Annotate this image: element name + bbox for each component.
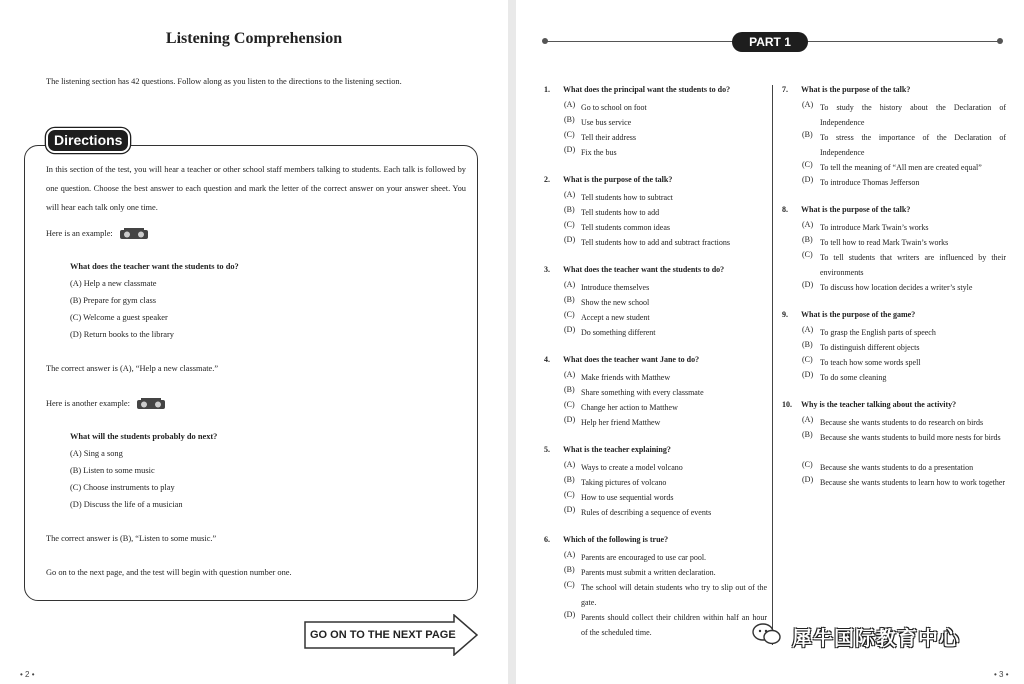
option-text: Because she wants students to learn how to work together <box>820 478 1006 487</box>
option-letter: (C) <box>802 160 813 169</box>
question-text: Which of the following is true? <box>563 535 669 544</box>
option-letter: (C) <box>564 130 575 139</box>
option-letter: (A) <box>802 220 814 229</box>
watermark-text: 犀牛国际教育中心 <box>792 626 960 650</box>
option-text: Tell students how to add and subtract fractions <box>581 238 730 247</box>
option-letter: (C) <box>564 490 575 499</box>
option-text: Because she wants students to build more nests for birds <box>820 433 1001 442</box>
option-text: Show the new school <box>581 298 650 307</box>
question-text: What does the teacher want the students to do? <box>563 265 725 274</box>
example2-question: What will the students probably do next? <box>70 432 218 441</box>
example1-option: (A) Help a new classmate <box>70 279 157 288</box>
example1-question: What does the teacher want the students to do? <box>70 262 239 271</box>
option-letter: (B) <box>564 115 575 124</box>
directions-tab: Directions <box>46 128 130 153</box>
question-text: What does the teacher want Jane to do? <box>563 355 700 364</box>
page-title: Listening Comprehension <box>165 30 343 47</box>
question-number: 5. <box>544 445 550 454</box>
question-number: 7. <box>782 85 788 94</box>
option-letter: (A) <box>564 280 576 289</box>
option-letter: (D) <box>564 145 576 154</box>
option-letter: (B) <box>564 205 575 214</box>
left-page <box>0 0 508 684</box>
question-number: 10. <box>782 400 792 409</box>
option-text: To grasp the English parts of speech <box>820 328 936 337</box>
option-letter: (B) <box>564 295 575 304</box>
option-letter: (A) <box>802 100 814 109</box>
example1-answer: The correct answer is (A), “Help a new classmate.” <box>46 364 219 373</box>
option-letter: (D) <box>564 610 576 619</box>
question-number: 6. <box>544 535 550 544</box>
option-text: Tell their address <box>581 133 636 142</box>
option-text: Use bus service <box>581 118 632 127</box>
question-number: 8. <box>782 205 788 214</box>
option-text: To tell how to read Mark Twain’s works <box>820 238 949 247</box>
question-number: 2. <box>544 175 550 184</box>
option-letter: (A) <box>564 190 576 199</box>
question-text: What is the teacher explaining? <box>563 445 671 454</box>
option-letter: (D) <box>802 475 814 484</box>
page-number: • 2 • <box>20 670 35 679</box>
question-number: 1. <box>544 85 550 94</box>
rule-dot-icon <box>542 38 548 44</box>
part-label: PART 1 <box>732 32 808 52</box>
radio-icon <box>119 228 149 240</box>
option-letter: (C) <box>564 220 575 229</box>
option-letter: (B) <box>564 565 575 574</box>
option-letter: (C) <box>802 460 813 469</box>
closing-text: Go on to the next page, and the test will begin with question number one. <box>46 568 292 577</box>
question-text: What is the purpose of the talk? <box>801 205 911 214</box>
rule-dot-icon <box>997 38 1003 44</box>
option-letter: (B) <box>564 475 575 484</box>
question-number: 9. <box>782 310 788 319</box>
option-text: Parents are encouraged to use car pool. <box>581 553 707 562</box>
example2-option: (D) Discuss the life of a musician <box>70 500 183 509</box>
question-number: 3. <box>544 265 550 274</box>
option-text: To do some cleaning <box>820 373 887 382</box>
option-text: How to use sequential words <box>581 493 674 502</box>
option-text: Because she wants students to do a presentation <box>820 463 974 472</box>
example2-answer: The correct answer is (B), “Listen to some music.” <box>46 534 217 543</box>
example1-label-row <box>46 228 149 240</box>
example1-label: Here is an example: <box>46 228 113 238</box>
option-letter: (C) <box>564 310 575 319</box>
example2-label: Here is another example: <box>46 398 130 408</box>
option-text: To teach how some words spell <box>820 358 921 367</box>
option-text: To discuss how location decides a writer’s style <box>820 283 973 292</box>
question-number: 4. <box>544 355 550 364</box>
option-text: Accept a new student <box>581 313 650 322</box>
option-text: Fix the bus <box>581 148 617 157</box>
option-text: Help her friend Matthew <box>581 418 661 427</box>
option-letter: (D) <box>564 325 576 334</box>
option-text: Introduce themselves <box>581 283 650 292</box>
option-letter: (A) <box>802 415 814 424</box>
option-letter: (C) <box>802 250 813 259</box>
right-page <box>516 0 1024 684</box>
option-letter: (D) <box>564 235 576 244</box>
option-letter: (D) <box>802 175 814 184</box>
option-text: To introduce Thomas Jefferson <box>820 178 920 187</box>
option-letter: (A) <box>564 370 576 379</box>
question-text: What does the principal want the students to do? <box>563 85 731 94</box>
option-text: To tell the meaning of “All men are created equal” <box>820 163 982 172</box>
option-text: Go to school on foot <box>581 103 647 112</box>
page-number: • 3 • <box>994 670 1009 679</box>
option-text: To introduce Mark Twain’s works <box>820 223 929 232</box>
example2-option: (C) Choose instruments to play <box>70 483 175 492</box>
option-letter: (A) <box>564 100 576 109</box>
option-letter: (B) <box>802 340 813 349</box>
option-text: Make friends with Matthew <box>581 373 671 382</box>
option-text: Parents must submit a written declaration. <box>581 568 716 577</box>
option-text: To study the history about the Declaration of Independence <box>820 103 1006 127</box>
option-letter: (B) <box>802 130 813 139</box>
option-letter: (D) <box>564 415 576 424</box>
option-text: To stress the importance of the Declaration of Independence <box>820 133 1006 157</box>
question-text: What is the purpose of the game? <box>801 310 916 319</box>
option-letter: (A) <box>802 325 814 334</box>
option-text: The school will detain students who try to slip out of the gate. <box>581 583 767 607</box>
option-text: Tell students common ideas <box>581 223 670 232</box>
option-letter: (A) <box>564 550 576 559</box>
option-text: Ways to create a model volcano <box>581 463 683 472</box>
option-letter: (B) <box>564 385 575 394</box>
directions-text: In this section of the test, you will hear a teacher or other school staff members talking to students. Each talk is followed by one question. Choose the best answer to each question and mark the letter of the correct answer on your answer sheet. You will hear each talk only one time. <box>46 165 466 212</box>
option-text: Change her action to Matthew <box>581 403 678 412</box>
option-text: Parents should collect their children within half an hour of the scheduled time. <box>581 613 767 637</box>
option-text: Do something different <box>581 328 656 337</box>
option-letter: (A) <box>564 460 576 469</box>
intro-text: The listening section has 42 questions. Follow along as you listen to the directions to the listening section. <box>46 77 402 86</box>
option-text: Because she wants students to do research on birds <box>820 418 984 427</box>
option-letter: (C) <box>564 580 575 589</box>
option-letter: (D) <box>802 370 814 379</box>
radio-icon <box>136 398 166 410</box>
option-text: To distinguish different objects <box>820 343 920 352</box>
column-divider <box>772 85 773 645</box>
example1-option: (D) Return books to the library <box>70 330 174 339</box>
option-text: To tell students that writers are influenced by their environments <box>820 253 1006 277</box>
question-text: What is the purpose of the talk? <box>801 85 911 94</box>
example1-option: (C) Welcome a guest speaker <box>70 313 168 322</box>
option-letter: (C) <box>802 355 813 364</box>
option-letter: (C) <box>564 400 575 409</box>
example1-option: (B) Prepare for gym class <box>70 296 157 305</box>
option-text: Share something with every classmate <box>581 388 704 397</box>
question-text: Why is the teacher talking about the activity? <box>801 400 957 409</box>
option-letter: (B) <box>802 430 813 439</box>
option-letter: (D) <box>802 280 814 289</box>
question-text: What is the purpose of the talk? <box>563 175 673 184</box>
example2-option: (A) Sing a song <box>70 449 123 458</box>
example2-option: (B) Listen to some music <box>70 466 155 475</box>
option-letter: (D) <box>564 505 576 514</box>
option-letter: (B) <box>802 235 813 244</box>
option-text: Taking pictures of volcano <box>581 478 667 487</box>
go-next-label: GO ON TO THE NEXT PAGE <box>310 629 456 641</box>
option-text: Tell students how to subtract <box>581 193 673 202</box>
option-text: Tell students how to add <box>581 208 660 217</box>
option-text: Rules of describing a sequence of events <box>581 508 712 517</box>
watermark-logo-icon <box>752 622 782 650</box>
example2-label-row <box>46 398 166 410</box>
